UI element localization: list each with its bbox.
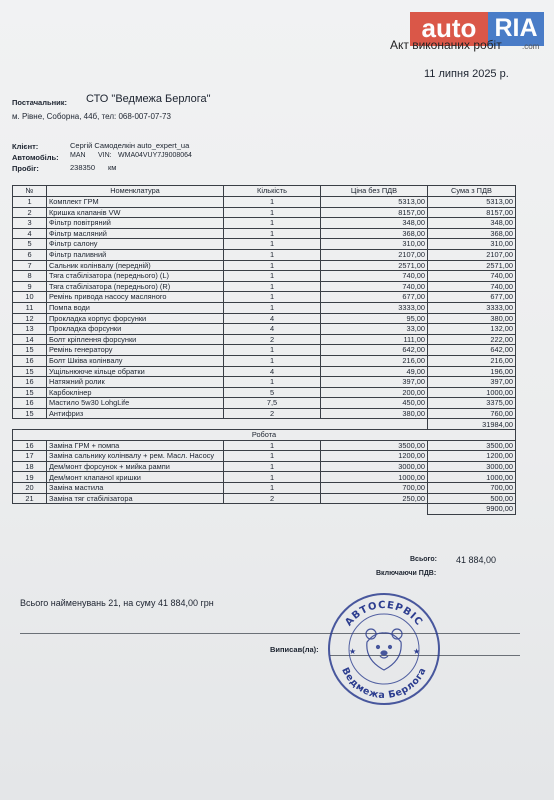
row-sum: 348,00 [428, 218, 516, 229]
row-qty: 1 [224, 207, 321, 218]
row-name: Заміна сальнику колінвалу + рем. Масл. Насосу [47, 451, 224, 462]
row-num: 9 [13, 281, 47, 292]
document-date: 11 липня 2025 р. [424, 68, 509, 80]
table-row [13, 345, 516, 356]
row-qty: 1 [224, 292, 321, 303]
row-sum: 132,00 [428, 324, 516, 335]
row-price: 677,00 [321, 292, 428, 303]
summary-text: Всього найменувань 21, на суму 41 884,00 грн [20, 598, 214, 608]
header-price: Ціна без ПДВ [321, 186, 428, 197]
total-value: 41 884,00 [456, 555, 497, 565]
row-sum: 216,00 [428, 355, 516, 366]
divider-line [20, 633, 520, 634]
watermark-suffix: .com [522, 42, 540, 51]
table-row [13, 398, 516, 409]
row-qty: 5 [224, 387, 321, 398]
stamp-bottom-text: Ведмежа Берлога [339, 665, 429, 702]
row-qty: 4 [224, 324, 321, 335]
row-qty: 4 [224, 313, 321, 324]
row-price: 310,00 [321, 239, 428, 250]
vin-value: WMA04VUY7J9008064 [118, 152, 192, 159]
table-row [13, 207, 516, 218]
row-num: 15 [13, 408, 47, 419]
document-title: Акт виконаних робіт [390, 38, 502, 52]
row-price: 200,00 [321, 387, 428, 398]
row-price: 3333,00 [321, 302, 428, 313]
row-num: 6 [13, 249, 47, 260]
row-name: Заміна тяг стабілізатора [47, 493, 224, 504]
row-price: 111,00 [321, 334, 428, 345]
row-sum: 3000,00 [428, 461, 516, 472]
row-num: 17 [13, 451, 47, 462]
row-price: 3000,00 [321, 461, 428, 472]
row-price: 8157,00 [321, 207, 428, 218]
row-sum: 5313,00 [428, 197, 516, 208]
row-sum: 2571,00 [428, 260, 516, 271]
row-name: Фільтр повітряний [47, 218, 224, 229]
table-row [13, 440, 516, 451]
row-qty: 1 [224, 260, 321, 271]
row-sum: 397,00 [428, 377, 516, 388]
row-name: Фільтр масляний [47, 228, 224, 239]
row-price: 1000,00 [321, 472, 428, 483]
section-row-works [13, 430, 516, 441]
row-qty: 1 [224, 472, 321, 483]
watermark-ria-text: RIA [488, 12, 544, 46]
row-num: 10 [13, 292, 47, 303]
table-row [13, 260, 516, 271]
total-label: Всього: [410, 556, 437, 563]
table-row [13, 461, 516, 472]
table-row [13, 239, 516, 250]
row-price: 380,00 [321, 408, 428, 419]
table-row [13, 451, 516, 462]
row-sum: 222,00 [428, 334, 516, 345]
row-num: 14 [13, 334, 47, 345]
row-name: Тяга стабілізатора (переднього) (R) [47, 281, 224, 292]
row-sum: 760,00 [428, 408, 516, 419]
header-qty: Кількість [224, 186, 321, 197]
row-num: 15 [13, 345, 47, 356]
mileage-label: Пробіг: [12, 164, 39, 173]
table-header-row [13, 186, 516, 197]
row-qty: 1 [224, 218, 321, 229]
table-row [13, 334, 516, 345]
row-num: 11 [13, 302, 47, 313]
table-row [13, 324, 516, 335]
row-qty: 1 [224, 302, 321, 313]
table-row [13, 197, 516, 208]
client-value: Сергій Самоделкін auto_expert_ua [70, 141, 190, 150]
row-qty: 2 [224, 493, 321, 504]
row-price: 642,00 [321, 345, 428, 356]
row-name: Сальник колінвалу (передній) [47, 260, 224, 271]
supplier-label: Постачальник: [12, 98, 67, 107]
header-num: № [13, 186, 47, 197]
table-row [13, 271, 516, 282]
row-price: 740,00 [321, 281, 428, 292]
table-row [13, 377, 516, 388]
stamp-top-text: АВТОСЕРВІС [343, 599, 425, 629]
table-row [13, 313, 516, 324]
header-name: Номенклатура [47, 186, 224, 197]
row-name: Ремінь привода насосу масляного [47, 292, 224, 303]
row-name: Ущільнююче кільце обратки [47, 366, 224, 377]
row-num: 15 [13, 366, 47, 377]
row-sum: 380,00 [428, 313, 516, 324]
row-sum: 196,00 [428, 366, 516, 377]
works-total-spacer [13, 504, 428, 515]
row-price: 397,00 [321, 377, 428, 388]
watermark-auto-text: auto [410, 12, 488, 46]
row-num: 12 [13, 313, 47, 324]
row-name: Прокладка форсунки [47, 324, 224, 335]
table-row [13, 355, 516, 366]
row-name: Мастило 5w30 LohgLife [47, 398, 224, 409]
row-name: Помпа води [47, 302, 224, 313]
section-label: Робота [13, 430, 516, 441]
row-price: 2107,00 [321, 249, 428, 260]
row-name: Ремінь генератору [47, 345, 224, 356]
row-num: 4 [13, 228, 47, 239]
table-row [13, 387, 516, 398]
row-qty: 1 [224, 345, 321, 356]
table-row [13, 281, 516, 292]
row-name: Натяжний ролик [47, 377, 224, 388]
row-sum: 8157,00 [428, 207, 516, 218]
row-num: 13 [13, 324, 47, 335]
row-sum: 642,00 [428, 345, 516, 356]
header-sum: Сума з ПДВ [428, 186, 516, 197]
row-price: 5313,00 [321, 197, 428, 208]
parts-total-value: 31984,00 [428, 419, 516, 430]
row-num: 5 [13, 239, 47, 250]
company-stamp [325, 590, 443, 708]
row-sum: 1000,00 [428, 387, 516, 398]
row-price: 450,00 [321, 398, 428, 409]
row-name: Антифриз [47, 408, 224, 419]
row-price: 2571,00 [321, 260, 428, 271]
row-name: Дем/монт форсунок + мийка рампи [47, 461, 224, 472]
row-sum: 700,00 [428, 483, 516, 494]
row-name: Заміна ГРМ + помпа [47, 440, 224, 451]
row-qty: 1 [224, 377, 321, 388]
row-name: Дем/монт клапаної кришки [47, 472, 224, 483]
row-price: 3500,00 [321, 440, 428, 451]
row-sum: 3500,00 [428, 440, 516, 451]
car-make: MAN [70, 152, 86, 159]
row-qty: 1 [224, 440, 321, 451]
row-sum: 740,00 [428, 281, 516, 292]
table-row [13, 472, 516, 483]
row-name: Кришка клапанів VW [47, 207, 224, 218]
row-num: 1 [13, 197, 47, 208]
row-price: 250,00 [321, 493, 428, 504]
row-sum: 2107,00 [428, 249, 516, 260]
row-price: 95,00 [321, 313, 428, 324]
row-num: 7 [13, 260, 47, 271]
row-num: 21 [13, 493, 47, 504]
vin-label: VIN: [98, 152, 112, 159]
table-row [13, 366, 516, 377]
row-num: 16 [13, 398, 47, 409]
supplier-name: СТО "Ведмежа Берлога" [86, 93, 211, 105]
row-qty: 1 [224, 197, 321, 208]
works-total-value: 9900,00 [428, 504, 516, 515]
supplier-address: м. Рівне, Соборна, 44б, тел: 068-007-07-73 [12, 112, 171, 121]
svg-text:Ведмежа Берлога [339, 666, 429, 701]
row-sum: 740,00 [428, 271, 516, 282]
table-row [13, 218, 516, 229]
items-table [12, 185, 516, 515]
row-name: Фільтр салону [47, 239, 224, 250]
row-qty: 4 [224, 366, 321, 377]
vat-label: Включаючи ПДВ: [376, 570, 437, 577]
row-price: 740,00 [321, 271, 428, 282]
row-qty: 2 [224, 408, 321, 419]
parts-total-spacer [13, 419, 428, 430]
table-row [13, 408, 516, 419]
row-qty: 1 [224, 483, 321, 494]
row-qty: 1 [224, 271, 321, 282]
row-num: 8 [13, 271, 47, 282]
row-qty: 1 [224, 239, 321, 250]
table-row [13, 249, 516, 260]
car-label: Автомобіль: [12, 153, 59, 162]
row-sum: 3333,00 [428, 302, 516, 313]
row-num: 19 [13, 472, 47, 483]
row-sum: 3375,00 [428, 398, 516, 409]
row-num: 16 [13, 355, 47, 366]
row-qty: 1 [224, 451, 321, 462]
row-qty: 1 [224, 249, 321, 260]
row-name: Болт Шківа колінвалу [47, 355, 224, 366]
row-price: 216,00 [321, 355, 428, 366]
table-row [13, 228, 516, 239]
row-sum: 1000,00 [428, 472, 516, 483]
row-qty: 1 [224, 461, 321, 472]
row-price: 33,00 [321, 324, 428, 335]
table-row [13, 302, 516, 313]
works-total-row [13, 504, 516, 515]
row-name: Комплект ГРМ [47, 197, 224, 208]
row-num: 3 [13, 218, 47, 229]
client-label: Клієнт: [12, 142, 39, 151]
row-price: 700,00 [321, 483, 428, 494]
row-price: 49,00 [321, 366, 428, 377]
row-num: 16 [13, 440, 47, 451]
mileage-value: 238350 [70, 163, 96, 172]
row-num: 2 [13, 207, 47, 218]
row-price: 368,00 [321, 228, 428, 239]
row-sum: 368,00 [428, 228, 516, 239]
row-price: 1200,00 [321, 451, 428, 462]
stamp-star-right-icon: ★ [413, 647, 421, 656]
row-qty: 2 [224, 334, 321, 345]
row-name: Карбоклінер [47, 387, 224, 398]
row-name: Заміна мастила [47, 483, 224, 494]
row-sum: 1200,00 [428, 451, 516, 462]
row-name: Болт кріплення форсунки [47, 334, 224, 345]
row-name: Фільтр паливний [47, 249, 224, 260]
row-sum: 677,00 [428, 292, 516, 303]
table-row [13, 483, 516, 494]
row-qty: 1 [224, 228, 321, 239]
parts-total-row [13, 419, 516, 430]
row-name: Прокладка корпус форсунки [47, 313, 224, 324]
row-name: Тяга стабілізатора (переднього) (L) [47, 271, 224, 282]
row-num: 16 [13, 377, 47, 388]
row-sum: 310,00 [428, 239, 516, 250]
bear-emblem-icon [366, 629, 402, 670]
row-num: 18 [13, 461, 47, 472]
mileage-unit: км [108, 163, 117, 172]
row-qty: 7,5 [224, 398, 321, 409]
stamp-star-left-icon: ★ [349, 647, 357, 656]
row-qty: 1 [224, 355, 321, 366]
row-sum: 500,00 [428, 493, 516, 504]
row-num: 15 [13, 387, 47, 398]
row-qty: 1 [224, 281, 321, 292]
row-price: 348,00 [321, 218, 428, 229]
signature-label: Виписав(ла): [270, 645, 319, 654]
row-num: 20 [13, 483, 47, 494]
table-row [13, 292, 516, 303]
table-row [13, 493, 516, 504]
